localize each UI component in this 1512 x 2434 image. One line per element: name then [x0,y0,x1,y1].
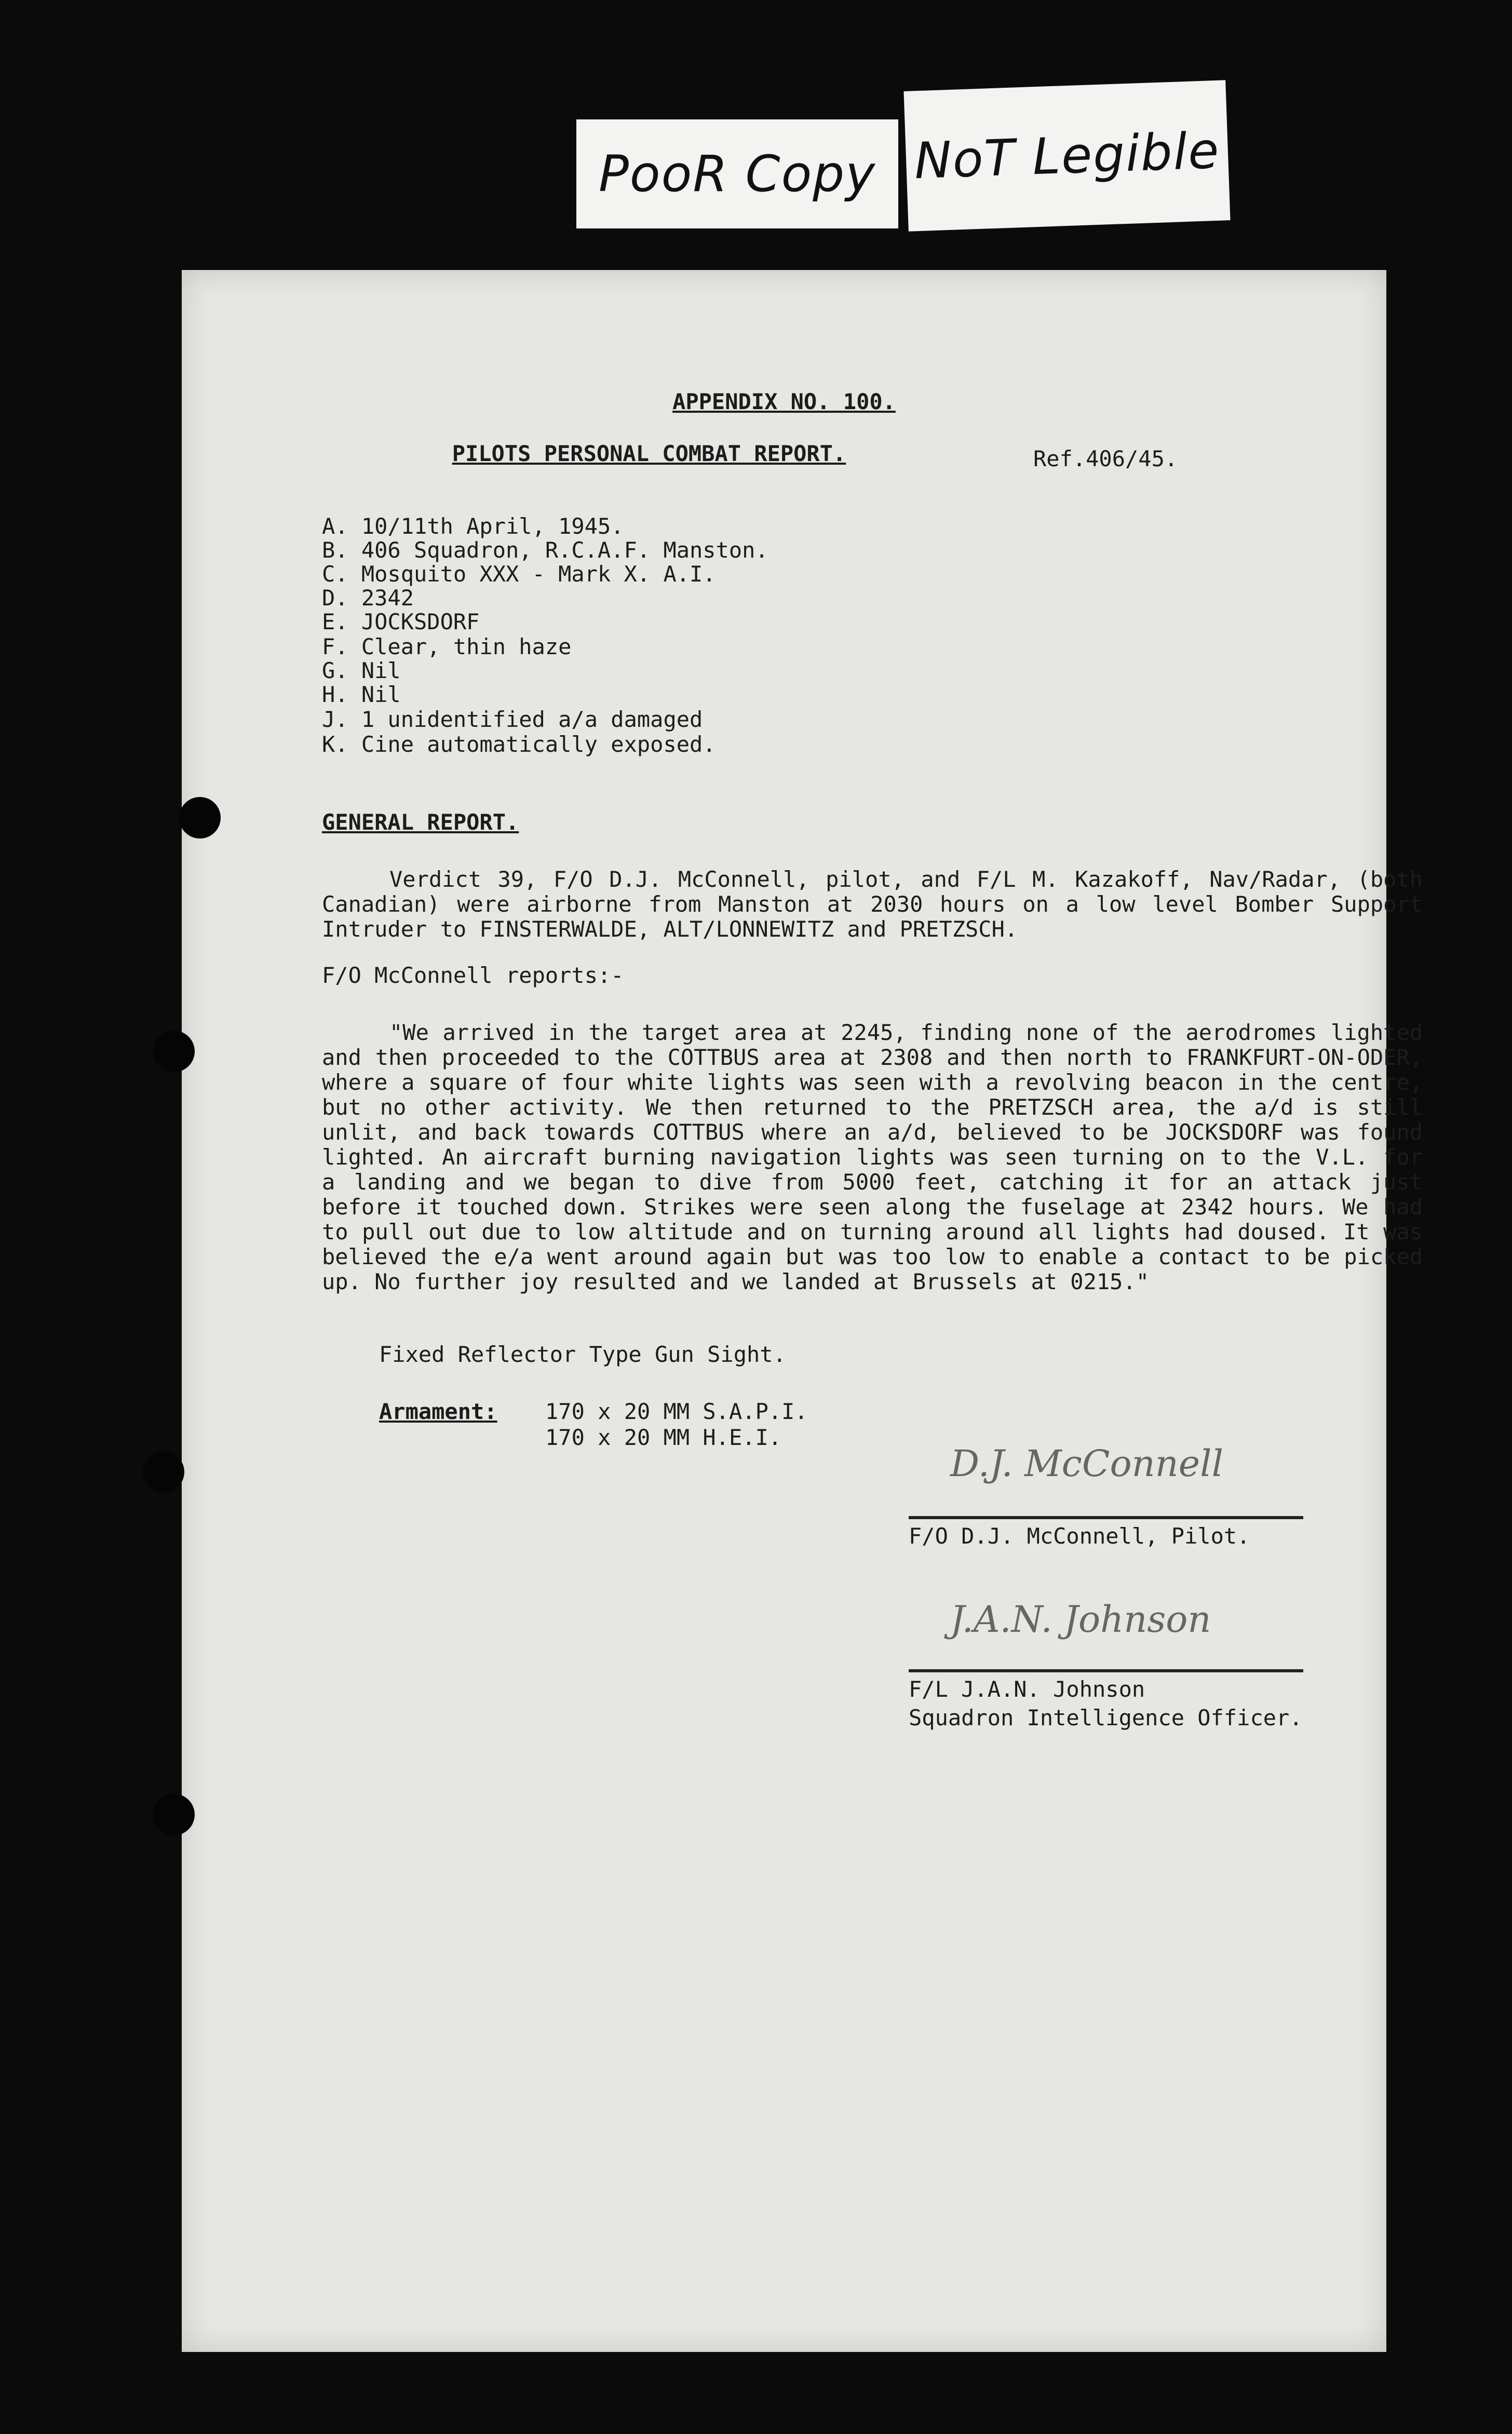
officer-signatory: F/L J.A.N. Johnson [909,1676,1145,1702]
reports-line: F/O McConnell reports:- [322,963,624,988]
pilot-signatory: F/O D.J. McConnell, Pilot. [909,1523,1250,1549]
signature-line-1 [909,1516,1303,1519]
report-paragraph: Verdict 39, F/O D.J. McConnell, pilot, and F/L M. Kazakoff, Nav/Radar, (both Canadian) were airborne from Manston at 2030 hours on a low level Bomber Support Intruder to FINSTERWALDE, ALT/LONNEWITZ and PRETZSCH. [322,867,1423,942]
pilot-statement: "We arrived in the target area at 2245, finding none of the aerodromes lighted and then proceeded to the COTTBUS area at 2308 and then north to FRANKFURT-ON-ODER, where a square of four white lights was seen with a revolving beacon in the centre, but no other activity. We then returned to the PRETZSCH area, the a/d is still unlit, and back towards COTTBUS where an a/d, believed to be JOCKSDORF was found lighted. An aircraft burning navigation lights was seen turning on to the V.L. for a landing and we began to dive from 5000 feet, catching it for an attack just before it touched down. Strikes were seen along the fuselage at 2342 hours. We had to pull out due to low altitude and on turning around all lights had doused. It was believed the e/a went around again but was too low to enable a contact to be picked up. No further joy resulted and we landed at Brussels at 0215." [322,1020,1423,1294]
item-k: K. Cine automatically exposed. [322,732,716,757]
item-j: J. 1 unidentified a/a damaged [322,707,703,732]
item-b: B. 406 Squadron, R.C.A.F. Manston. [322,537,768,563]
report-body [182,270,1423,2352]
item-e: E. JOCKSDORF [322,609,480,634]
reference-number: Ref.406/45. [1033,446,1178,471]
armament-line-1: 170 x 20 MM S.A.P.I. [545,1399,808,1424]
armament-label: Armament: [379,1399,497,1424]
not-legible-label: NoT Legible [903,80,1230,231]
document-page [182,270,1423,2352]
item-f: F. Clear, thin haze [322,634,572,659]
pilot-signature: D.J. McConnell [950,1442,1223,1485]
poor-copy-label: PooR Copy [576,119,898,228]
item-h: H. Nil [322,682,401,707]
appendix-title: APPENDIX NO. 100. [672,389,896,414]
gun-sight-line: Fixed Reflector Type Gun Sight. [379,1342,786,1367]
report-subtitle: PILOTS PERSONAL COMBAT REPORT. [452,441,846,466]
punch-hole-3 [143,1451,184,1493]
item-a: A. 10/11th April, 1945. [322,513,624,539]
officer-title: Squadron Intelligence Officer. [909,1705,1303,1730]
signature-line-2 [909,1669,1303,1672]
general-report-heading: GENERAL REPORT. [322,809,519,835]
officer-signature: J.A.N. Johnson [950,1598,1211,1641]
item-c: C. Mosquito XXX - Mark X. A.I. [322,561,716,587]
item-g: G. Nil [322,658,401,683]
armament-line-2: 170 x 20 MM H.E.I. [545,1425,782,1450]
item-d: D. 2342 [322,585,414,611]
